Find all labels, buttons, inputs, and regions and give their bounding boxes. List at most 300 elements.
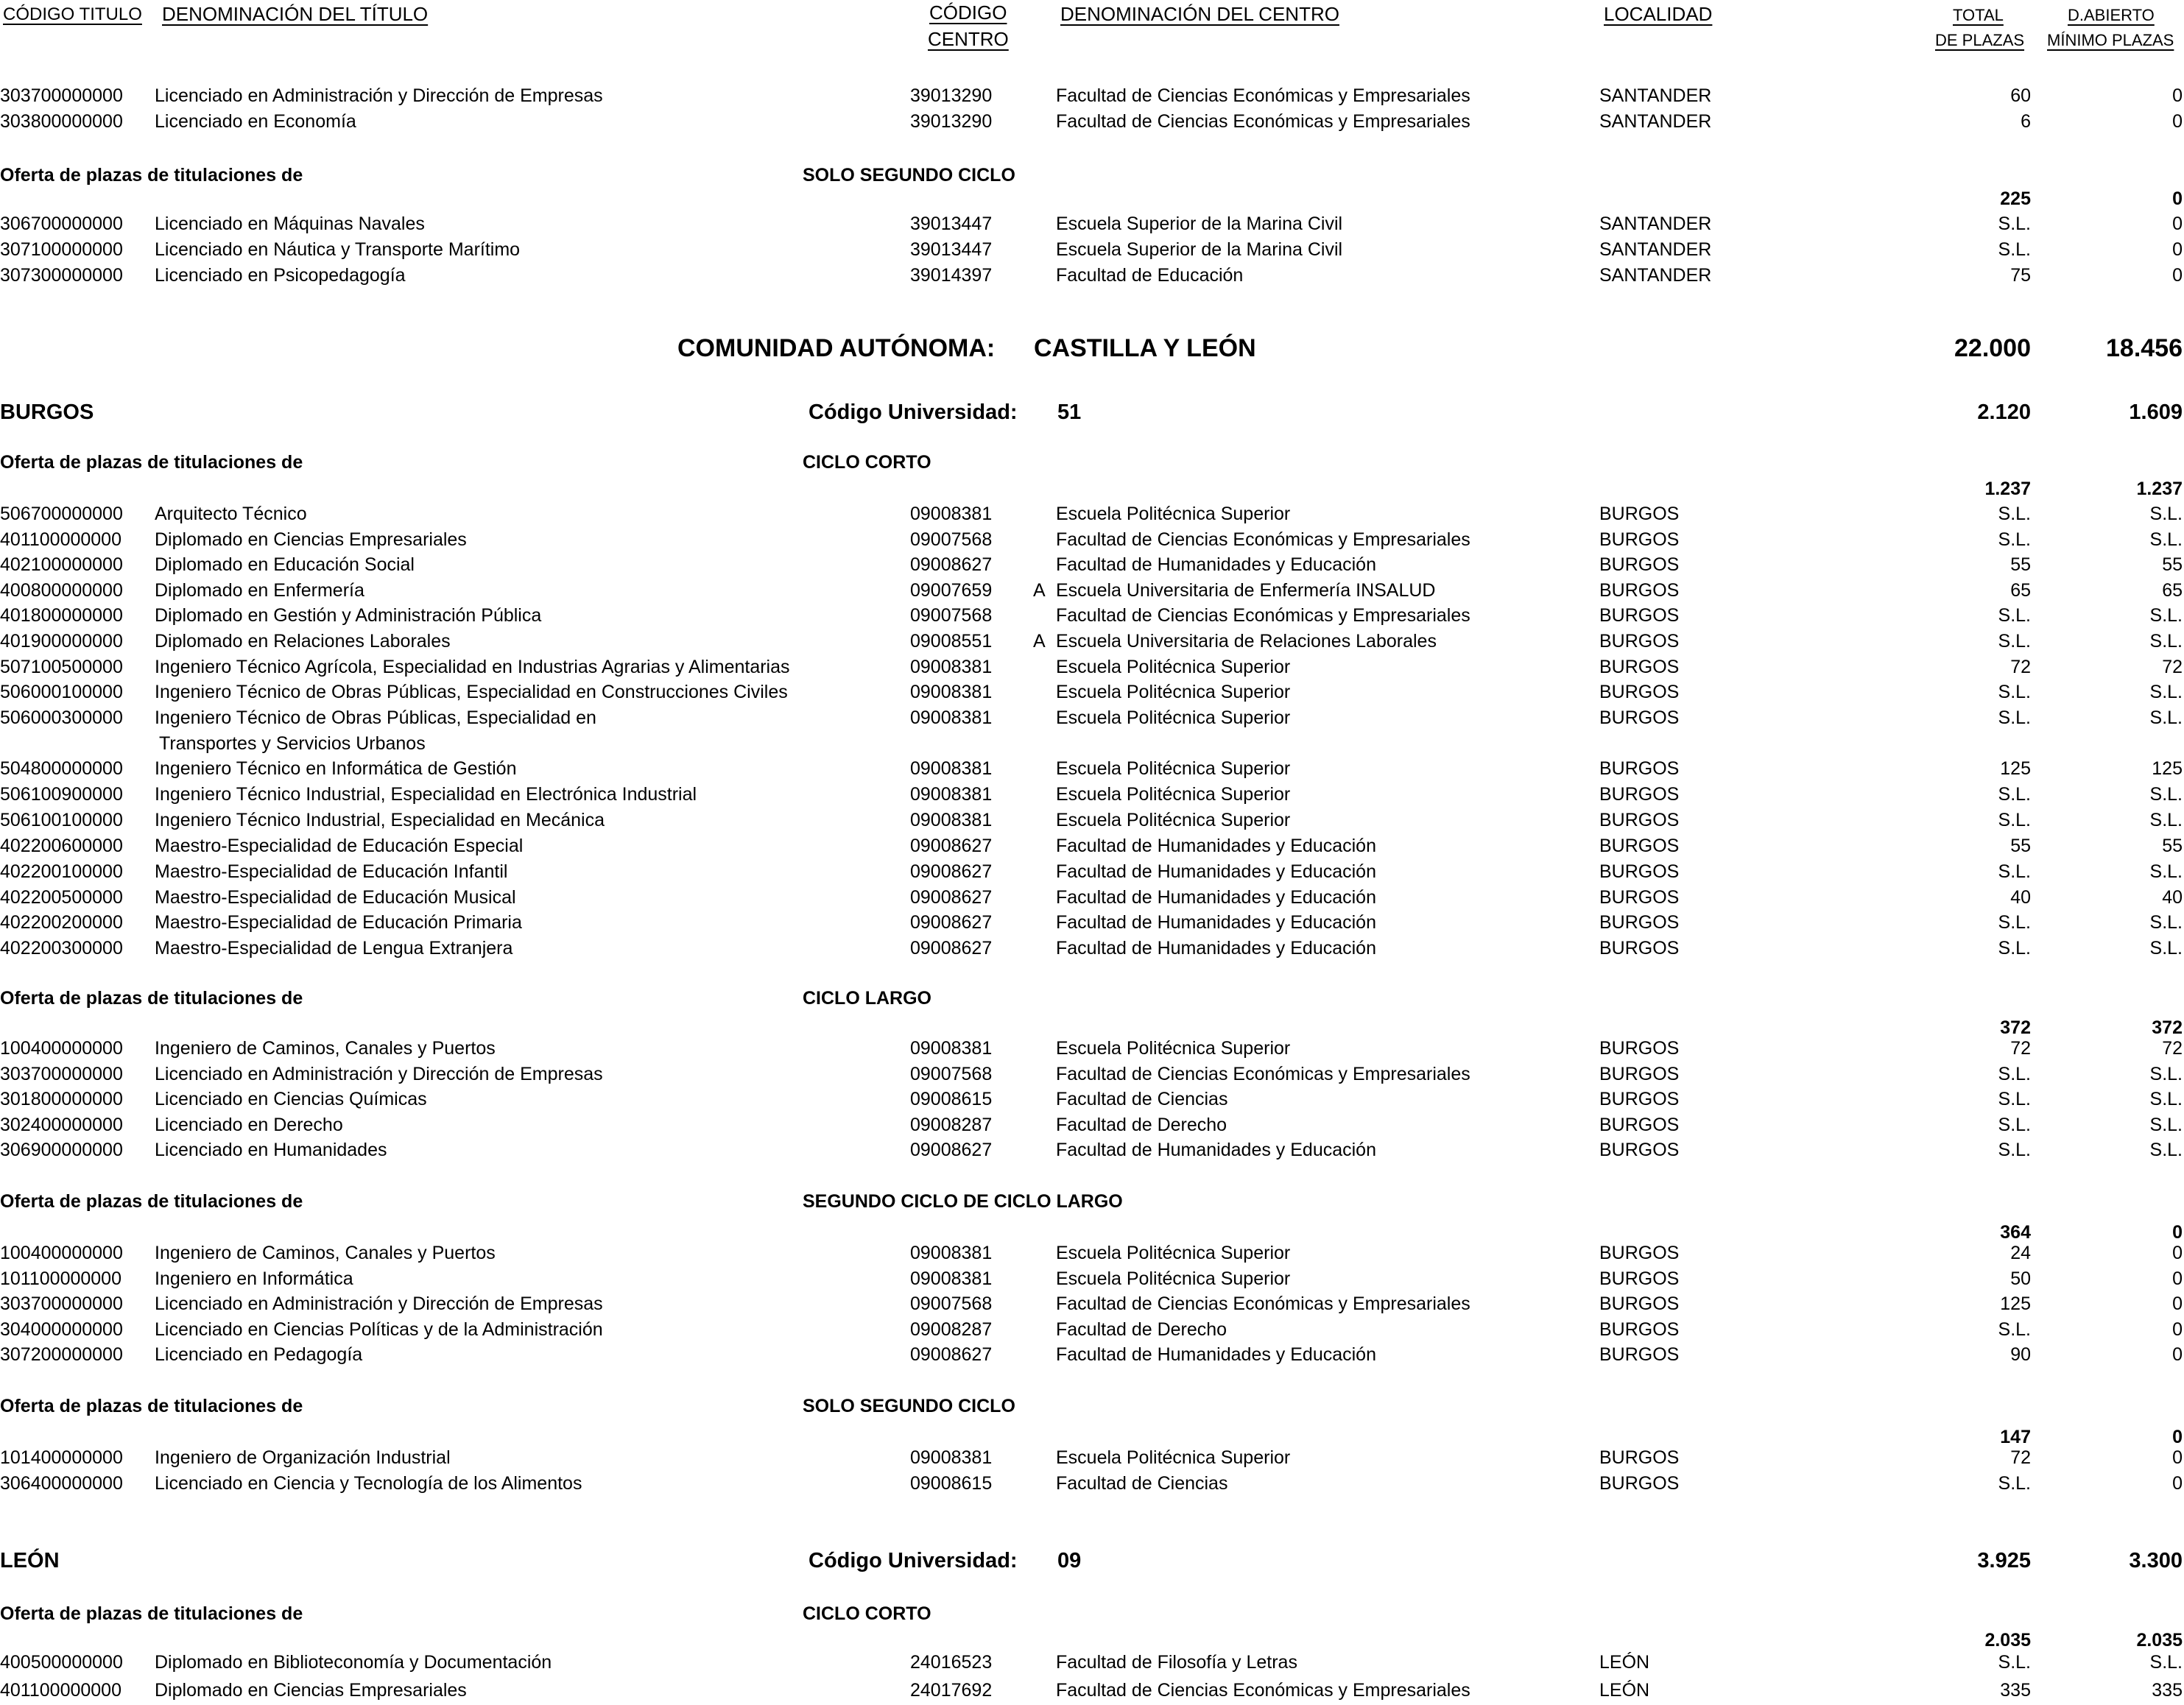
total-plazas: 125	[2000, 1293, 2031, 1315]
centro-name: Escuela Politécnica Superior	[1056, 656, 1291, 677]
centro-name: Facultad de Ciencias Económicas y Empresariales	[1056, 529, 1470, 550]
table-row	[0, 265, 2184, 290]
centro-code: 09008381	[910, 1038, 993, 1059]
centro-name: Escuela Politécnica Superior	[1056, 504, 1291, 524]
comunidad-autonoma-row	[0, 334, 2184, 367]
centro-name: Facultad de Humanidades y Educación	[1056, 1140, 1376, 1161]
ccaa-label: COMUNIDAD AUTÓNOMA:	[677, 334, 996, 362]
title-code: 506100900000	[0, 783, 123, 805]
title-code: 303800000000	[0, 111, 123, 132]
localidad: BURGOS	[1599, 861, 1680, 882]
total-plazas: S.L.	[1998, 1319, 2031, 1340]
centro-code: 09008627	[910, 912, 993, 933]
table-row	[0, 213, 2184, 239]
title-code: 307100000000	[0, 239, 123, 260]
minimo-plazas: S.L.	[2149, 504, 2183, 524]
total-plazas: S.L.	[1998, 631, 2031, 652]
section-type: SOLO SEGUNDO CICLO	[803, 165, 1015, 186]
title-name: Licenciado en Máquinas Navales	[155, 213, 425, 234]
total-plazas: S.L.	[1998, 529, 2031, 550]
centro-name: Facultad de Humanidades y Educación	[1056, 886, 1376, 908]
title-code: 306400000000	[0, 1473, 123, 1494]
total-plazas: S.L.	[1998, 605, 2031, 626]
header-centro: CENTRO	[928, 28, 1009, 50]
total-plazas: S.L.	[1998, 707, 2031, 728]
localidad: LEÓN	[1599, 1652, 1650, 1673]
section-subtotal	[0, 188, 2184, 211]
title-code: 401100000000	[0, 529, 121, 550]
total-plazas: 6	[2021, 111, 2031, 132]
centro-name: Facultad de Derecho	[1056, 1319, 1227, 1340]
section-type: SEGUNDO CICLO DE CICLO LARGO	[803, 1191, 1123, 1212]
centro-code: 09008287	[910, 1114, 993, 1135]
centro-code: 09007568	[910, 605, 993, 626]
localidad: BURGOS	[1599, 1243, 1680, 1263]
subtotal-min: 1.237	[2136, 479, 2183, 499]
oferta-label: Oferta de plazas de titulaciones de	[0, 165, 303, 186]
title-name: Licenciado en Administración y Dirección de Empresas	[155, 1293, 603, 1315]
localidad: BURGOS	[1599, 886, 1680, 908]
oferta-label: Oferta de plazas de titulaciones de	[0, 452, 303, 473]
minimo-plazas: 0	[2172, 1293, 2183, 1315]
oferta-label: Oferta de plazas de titulaciones de	[0, 1603, 303, 1624]
subtotal-min: 2.035	[2136, 1630, 2183, 1651]
localidad: BURGOS	[1599, 1038, 1680, 1059]
centro-code: 09008381	[910, 1268, 993, 1289]
centro-name: Facultad de Derecho	[1056, 1114, 1227, 1135]
title-name: Ingeniero Técnico Industrial, Especialidad en Electrónica Industrial	[155, 783, 697, 805]
title-name: Diplomado en Biblioteconomía y Documentación	[155, 1652, 552, 1673]
total-plazas: 72	[2010, 656, 2031, 677]
oferta-label: Oferta de plazas de titulaciones de	[0, 988, 303, 1009]
centro-code: 09008381	[910, 1243, 993, 1263]
minimo-plazas: S.L.	[2149, 631, 2183, 652]
centro-code: 39013447	[910, 213, 993, 234]
localidad: SANTANDER	[1599, 85, 1712, 106]
title-name: Diplomado en Ciencias Empresariales	[155, 1680, 467, 1701]
centro-name: Facultad de Ciencias	[1056, 1473, 1228, 1494]
centro-code: 09008615	[910, 1473, 993, 1494]
total-plazas: S.L.	[1998, 504, 2031, 524]
section-type: CICLO LARGO	[803, 988, 931, 1009]
title-code: 402200500000	[0, 886, 123, 908]
header-denominacion-centro: DENOMINACIÓN DEL CENTRO	[1060, 3, 1339, 25]
header-de-plazas: DE PLAZAS	[1935, 31, 2025, 49]
title-name: Ingeniero Técnico Industrial, Especialidad en Mecánica	[155, 809, 605, 830]
centro-code: 09008381	[910, 809, 993, 830]
table-row	[0, 1064, 2184, 1089]
centro-name: Escuela Politécnica Superior	[1056, 1447, 1291, 1468]
minimo-plazas: 72	[2162, 1038, 2183, 1059]
total-plazas: S.L.	[1998, 1089, 2031, 1110]
section-type: CICLO CORTO	[803, 452, 931, 473]
title-name: Maestro-Especialidad de Lengua Extranjera	[155, 938, 513, 959]
centro-name: Escuela Universitaria de Enfermería INSALUD	[1056, 579, 1436, 601]
centro-code: 09008627	[910, 861, 993, 882]
localidad: BURGOS	[1599, 1089, 1680, 1110]
table-row	[0, 1038, 2184, 1063]
table-row	[0, 1473, 2184, 1498]
localidad: BURGOS	[1599, 656, 1680, 677]
title-name: Licenciado en Humanidades	[155, 1140, 387, 1161]
total-plazas: 55	[2010, 554, 2031, 576]
table-row	[0, 111, 2184, 136]
university-row-burgos	[0, 400, 2184, 430]
table-row	[0, 707, 2184, 733]
subtotal-total: 147	[2000, 1427, 2031, 1447]
title-name: Licenciado en Psicopedagogía	[155, 265, 406, 286]
total-plazas: 75	[2010, 265, 2031, 286]
total-plazas: 24	[2010, 1243, 2031, 1263]
university-min: 1.609	[2129, 400, 2183, 424]
title-name: Diplomado en Ciencias Empresariales	[155, 529, 467, 550]
table-row	[0, 784, 2184, 809]
minimo-plazas: S.L.	[2149, 682, 2183, 703]
table-row	[0, 1140, 2184, 1165]
minimo-plazas: 0	[2172, 265, 2183, 286]
header-minimo-plazas: MÍNIMO PLAZAS	[2047, 31, 2174, 49]
centro-name: Facultad de Humanidades y Educación	[1056, 835, 1376, 856]
localidad: BURGOS	[1599, 605, 1680, 626]
table-row	[0, 1319, 2184, 1344]
centro-name: Facultad de Educación	[1056, 265, 1244, 286]
subtotal-total: 1.237	[1984, 479, 2031, 499]
title-code: 402100000000	[0, 554, 123, 576]
total-plazas: 335	[2000, 1680, 2031, 1701]
title-code: 100400000000	[0, 1243, 123, 1263]
table-row	[0, 861, 2184, 886]
localidad: SANTANDER	[1599, 265, 1712, 286]
minimo-plazas: 0	[2172, 1243, 2183, 1263]
centro-code: 24016523	[910, 1652, 993, 1673]
total-plazas: 65	[2010, 579, 2031, 601]
centro-name: Facultad de Ciencias Económicas y Empresariales	[1056, 1063, 1470, 1084]
localidad: BURGOS	[1599, 529, 1680, 550]
codigo-universidad-label: Código Universidad:	[809, 400, 1018, 424]
title-name: Ingeniero Técnico de Obras Públicas, Especialidad en Construcciones Civiles	[155, 682, 788, 703]
localidad: LEÓN	[1599, 1680, 1650, 1701]
total-plazas: S.L.	[1998, 938, 2031, 959]
minimo-plazas: S.L.	[2149, 861, 2183, 882]
title-name: Maestro-Especialidad de Educación Primaria	[155, 912, 522, 933]
table-row	[0, 810, 2184, 835]
total-plazas: S.L.	[1998, 912, 2031, 933]
centro-code: 09008381	[910, 682, 993, 703]
title-code: 402200300000	[0, 938, 123, 959]
title-code: 506000100000	[0, 682, 123, 703]
total-plazas: 72	[2010, 1038, 2031, 1059]
minimo-plazas: S.L.	[2149, 707, 2183, 728]
title-code: 303700000000	[0, 1063, 123, 1084]
section-subtotal	[0, 1222, 2184, 1244]
centro-name: Escuela Politécnica Superior	[1056, 707, 1291, 728]
adscrito-flag: A	[1033, 579, 1046, 601]
title-name: Arquitecto Técnico	[155, 504, 307, 524]
total-plazas: 50	[2010, 1268, 2031, 1289]
title-name: Ingeniero Técnico en Informática de Gestión	[155, 758, 517, 779]
minimo-plazas: 65	[2162, 579, 2183, 601]
title-code: 506000300000	[0, 707, 123, 728]
table-row	[0, 554, 2184, 579]
total-plazas: 72	[2010, 1447, 2031, 1468]
minimo-plazas: S.L.	[2149, 1140, 2183, 1161]
minimo-plazas: S.L.	[2149, 1063, 2183, 1084]
table-row	[0, 836, 2184, 861]
title-code: 401100000000	[0, 1680, 121, 1701]
minimo-plazas: 0	[2172, 1344, 2183, 1366]
centro-code: 09008381	[910, 783, 993, 805]
minimo-plazas: S.L.	[2149, 783, 2183, 805]
title-code: 303700000000	[0, 1293, 123, 1315]
oferta-label: Oferta de plazas de titulaciones de	[0, 1396, 303, 1416]
localidad: BURGOS	[1599, 758, 1680, 779]
centro-name: Facultad de Ciencias Económicas y Empresariales	[1056, 1680, 1470, 1701]
title-name: Ingeniero Técnico Agrícola, Especialidad en Industrias Agrarias y Alimentarias	[155, 656, 790, 677]
adscrito-flag: A	[1033, 631, 1046, 652]
localidad: BURGOS	[1599, 1293, 1680, 1315]
localidad: BURGOS	[1599, 809, 1680, 830]
title-code: 400800000000	[0, 579, 123, 601]
table-row	[0, 605, 2184, 630]
subtotal-total: 364	[2000, 1222, 2031, 1243]
centro-name: Escuela Politécnica Superior	[1056, 758, 1291, 779]
section-header	[0, 1603, 2184, 1628]
centro-name: Facultad de Ciencias	[1056, 1089, 1228, 1110]
total-plazas: S.L.	[1998, 1140, 2031, 1161]
title-name: Licenciado en Ciencia y Tecnología de los Alimentos	[155, 1473, 582, 1494]
title-code: 306900000000	[0, 1140, 123, 1161]
table-row	[0, 758, 2184, 783]
title-code: 402200100000	[0, 861, 123, 882]
localidad: BURGOS	[1599, 554, 1680, 576]
title-code: 307300000000	[0, 265, 123, 286]
localidad: BURGOS	[1599, 1114, 1680, 1135]
localidad: BURGOS	[1599, 938, 1680, 959]
centro-code: 09007568	[910, 1063, 993, 1084]
centro-code: 09008627	[910, 1140, 993, 1161]
title-name: Licenciado en Administración y Dirección de Empresas	[155, 1063, 603, 1084]
table-row	[0, 504, 2184, 529]
centro-name: Escuela Politécnica Superior	[1056, 783, 1291, 805]
total-plazas: S.L.	[1998, 1652, 2031, 1673]
table-row	[0, 1293, 2184, 1319]
subtotal-min: 0	[2172, 188, 2183, 209]
localidad: BURGOS	[1599, 1447, 1680, 1468]
table-row	[0, 85, 2184, 110]
table-row	[0, 1268, 2184, 1293]
university-total: 3.925	[1977, 1549, 2031, 1572]
title-code: 401800000000	[0, 605, 123, 626]
centro-name: Facultad de Humanidades y Educación	[1056, 861, 1376, 882]
localidad: SANTANDER	[1599, 213, 1712, 234]
title-code: 506100100000	[0, 809, 123, 830]
title-name: Diplomado en Gestión y Administración Pública	[155, 605, 542, 626]
minimo-plazas: S.L.	[2149, 1652, 2183, 1673]
total-plazas: S.L.	[1998, 682, 2031, 703]
minimo-plazas: 0	[2172, 1268, 2183, 1289]
total-plazas: S.L.	[1998, 1473, 2031, 1494]
ccaa-min: 18.456	[2106, 334, 2183, 362]
minimo-plazas: 0	[2172, 1319, 2183, 1340]
section-subtotal	[0, 1427, 2184, 1449]
table-row	[0, 239, 2184, 264]
minimo-plazas: 0	[2172, 1473, 2183, 1494]
minimo-plazas: S.L.	[2149, 809, 2183, 830]
minimo-plazas: S.L.	[2149, 529, 2183, 550]
centro-name: Facultad de Ciencias Económicas y Empresariales	[1056, 111, 1470, 132]
total-plazas: S.L.	[1998, 783, 2031, 805]
minimo-plazas: S.L.	[2149, 1089, 2183, 1110]
minimo-plazas: 0	[2172, 111, 2183, 132]
centro-name: Escuela Superior de la Marina Civil	[1056, 213, 1343, 234]
centro-code: 09008381	[910, 707, 993, 728]
title-code: 301800000000	[0, 1089, 123, 1110]
section-header	[0, 1191, 2184, 1216]
header-codigo-titulo: CÓDIGO TITULO	[3, 4, 142, 24]
subtotal-min: 0	[2172, 1427, 2183, 1447]
localidad: BURGOS	[1599, 1268, 1680, 1289]
centro-name: Escuela Superior de la Marina Civil	[1056, 239, 1343, 260]
title-name: Diplomado en Relaciones Laborales	[155, 631, 451, 652]
table-row	[0, 1344, 2184, 1369]
university-row-leon	[0, 1549, 2184, 1578]
centro-code: 09008615	[910, 1089, 993, 1110]
localidad: BURGOS	[1599, 912, 1680, 933]
oferta-label: Oferta de plazas de titulaciones de	[0, 1191, 303, 1212]
title-name: Maestro-Especialidad de Educación Musical	[155, 886, 516, 908]
ccaa-name: CASTILLA Y LEÓN	[1034, 334, 1256, 362]
minimo-plazas: 55	[2162, 554, 2183, 576]
title-code: 307200000000	[0, 1344, 123, 1366]
centro-name: Facultad de Humanidades y Educación	[1056, 554, 1376, 576]
centro-name: Facultad de Filosofía y Letras	[1056, 1652, 1297, 1673]
centro-code: 09008381	[910, 656, 993, 677]
total-plazas: 60	[2010, 85, 2031, 106]
centro-name: Facultad de Ciencias Económicas y Empresariales	[1056, 85, 1470, 106]
title-name: Licenciado en Ciencias Químicas	[155, 1089, 427, 1110]
total-plazas: S.L.	[1998, 1063, 2031, 1084]
table-row	[0, 657, 2184, 682]
total-plazas: 125	[2000, 758, 2031, 779]
localidad: BURGOS	[1599, 707, 1680, 728]
table-row	[0, 580, 2184, 605]
header-d-abierto: D.ABIERTO	[2068, 6, 2155, 24]
table-row	[0, 912, 2184, 937]
title-code: 507100500000	[0, 656, 123, 677]
centro-name: Facultad de Humanidades y Educación	[1056, 1344, 1376, 1366]
title-code: 401900000000	[0, 631, 123, 652]
centro-name: Facultad de Humanidades y Educación	[1056, 912, 1376, 933]
centro-code: 09008627	[910, 835, 993, 856]
localidad: BURGOS	[1599, 504, 1680, 524]
section-header	[0, 165, 2184, 190]
centro-name: Escuela Politécnica Superior	[1056, 809, 1291, 830]
minimo-plazas: 335	[2152, 1680, 2183, 1701]
minimo-plazas: 0	[2172, 1447, 2183, 1468]
title-code: 402200200000	[0, 912, 123, 933]
title-code: 302400000000	[0, 1114, 123, 1135]
total-plazas: S.L.	[1998, 239, 2031, 260]
localidad: BURGOS	[1599, 783, 1680, 805]
table-row	[0, 938, 2184, 963]
title-name: Maestro-Especialidad de Educación Infantil	[155, 861, 508, 882]
section-header	[0, 452, 2184, 477]
minimo-plazas: S.L.	[2149, 912, 2183, 933]
title-name: Ingeniero en Informática	[155, 1268, 353, 1289]
minimo-plazas: 0	[2172, 213, 2183, 234]
centro-code: 09007659	[910, 579, 993, 601]
total-plazas: S.L.	[1998, 809, 2031, 830]
title-continuation: Transportes y Servicios Urbanos	[159, 733, 426, 754]
university-total: 2.120	[1977, 400, 2031, 424]
title-code: 402200600000	[0, 835, 123, 856]
centro-name: Escuela Universitaria de Relaciones Laborales	[1056, 631, 1437, 652]
title-name: Maestro-Especialidad de Educación Especial	[155, 835, 524, 856]
subtotal-total: 225	[2000, 188, 2031, 209]
title-name: Licenciado en Economía	[155, 111, 356, 132]
section-header	[0, 988, 2184, 1013]
centro-name: Escuela Politécnica Superior	[1056, 1268, 1291, 1289]
centro-code: 39013290	[910, 85, 993, 106]
university-code: 51	[1057, 400, 1082, 424]
university-code: 09	[1057, 1549, 1082, 1572]
centro-code: 09008287	[910, 1319, 993, 1340]
total-plazas: 90	[2010, 1344, 2031, 1366]
title-name: Ingeniero de Caminos, Canales y Puertos	[155, 1243, 496, 1263]
title-name: Licenciado en Náutica y Transporte Marítimo	[155, 239, 521, 260]
section-subtotal	[0, 479, 2184, 501]
total-plazas: 40	[2010, 886, 2031, 908]
table-row	[0, 682, 2184, 707]
title-code: 100400000000	[0, 1038, 123, 1059]
centro-name: Escuela Politécnica Superior	[1056, 1038, 1291, 1059]
title-name: Ingeniero de Caminos, Canales y Puertos	[155, 1038, 496, 1059]
university-name: BURGOS	[0, 400, 94, 424]
minimo-plazas: S.L.	[2149, 605, 2183, 626]
centro-code: 24017692	[910, 1680, 993, 1701]
total-plazas: 55	[2010, 835, 2031, 856]
localidad: SANTANDER	[1599, 111, 1712, 132]
title-name: Licenciado en Administración y Dirección de Empresas	[155, 85, 603, 106]
table-row	[0, 1447, 2184, 1472]
localidad: BURGOS	[1599, 682, 1680, 703]
centro-name: Escuela Politécnica Superior	[1056, 682, 1291, 703]
centro-name: Facultad de Humanidades y Educación	[1056, 938, 1376, 959]
section-subtotal	[0, 1630, 2184, 1652]
minimo-plazas: 55	[2162, 835, 2183, 856]
centro-code: 09008381	[910, 758, 993, 779]
minimo-plazas: S.L.	[2149, 938, 2183, 959]
header-localidad: LOCALIDAD	[1604, 3, 1713, 25]
university-name: LEÓN	[0, 1549, 60, 1572]
localidad: BURGOS	[1599, 1140, 1680, 1161]
centro-name: Facultad de Ciencias Económicas y Empresariales	[1056, 605, 1470, 626]
header-total: TOTAL	[1953, 6, 2004, 24]
table-row	[0, 1243, 2184, 1268]
title-name: Licenciado en Pedagogía	[155, 1344, 363, 1366]
section-subtotal	[0, 1017, 2184, 1039]
subtotal-total: 2.035	[1984, 1630, 2031, 1651]
title-code: 304000000000	[0, 1319, 123, 1340]
centro-code: 09008627	[910, 886, 993, 908]
header-codigo-centro: CÓDIGO	[929, 1, 1007, 24]
minimo-plazas: 72	[2162, 656, 2183, 677]
centro-code: 09007568	[910, 1293, 993, 1315]
centro-code: 39013290	[910, 111, 993, 132]
title-code: 504800000000	[0, 758, 123, 779]
title-name: Ingeniero Técnico de Obras Públicas, Especialidad en	[155, 707, 596, 728]
total-plazas: S.L.	[1998, 861, 2031, 882]
